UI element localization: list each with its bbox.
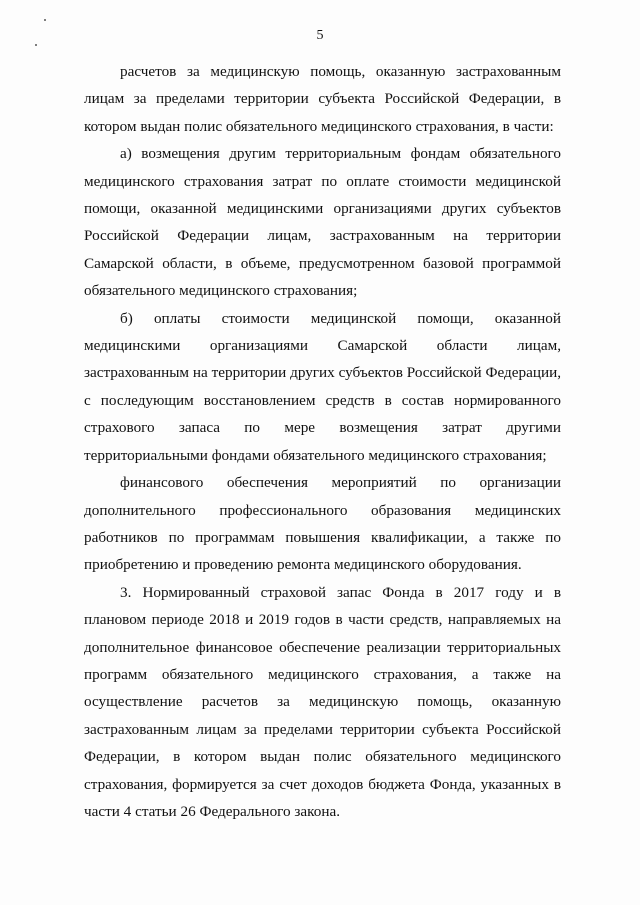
- scan-speck: [35, 44, 37, 46]
- document-body: [84, 58, 561, 825]
- paragraph-item-b: б) оплаты стоимости медицинской помощи, оказанной медицинскими организациями Самарской области лицам, застрахованным на территории других субъектов Российской Федерации, с последующим восстановлением средств в состав нормированного страхового запаса по мере возмещения затрат другими территориальными фондами обязательного медицинского страхования;: [84, 309, 561, 464]
- paragraph-item-a: а) возмещения другим территориальным фондам обязательного медицинского страхования затрат по оплате стоимости медицинской помощи, оказанной медицинскими организациями других субъектов Российской Федерации лицам, застрахованным на территории Самарской области, в объеме, предусмотренном базовой программой обязательного медицинского страхования;: [84, 145, 561, 300]
- page-number: 5: [316, 28, 324, 43]
- paragraph-financial-support: финансового обеспечения мероприятий по организации дополнительного профессионального образования медицинских работников по программам повышения квалификации, а также по приобретению и проведению ремонта медицинского оборудования.: [84, 474, 561, 574]
- scan-speck: [44, 19, 46, 21]
- paragraph-settlements-intro: расчетов за медицинскую помощь, оказанную застрахованным лицам за пределами территории субъекта Российской Федерации, в котором выдан полис обязательного медицинского страхования, в части:: [84, 63, 561, 135]
- paragraph-section-3: 3. Нормированный страховой запас Фонда в 2017 году и в плановом периоде 2018 и 2019 годов в части средств, направляемых на дополнительное финансовое обеспечение реализации территориальных программ обязательного медицинского страхования, а также на осуществление расчетов за медицинскую помощь, оказанную застрахованным лицам за пределами территории субъекта Российской Федерации, в котором выдан полис обязательного медицинского страхования, формируется за счет доходов бюджета Фонда, указанных в части 4 статьи 26 Федерального закона.: [84, 583, 561, 820]
